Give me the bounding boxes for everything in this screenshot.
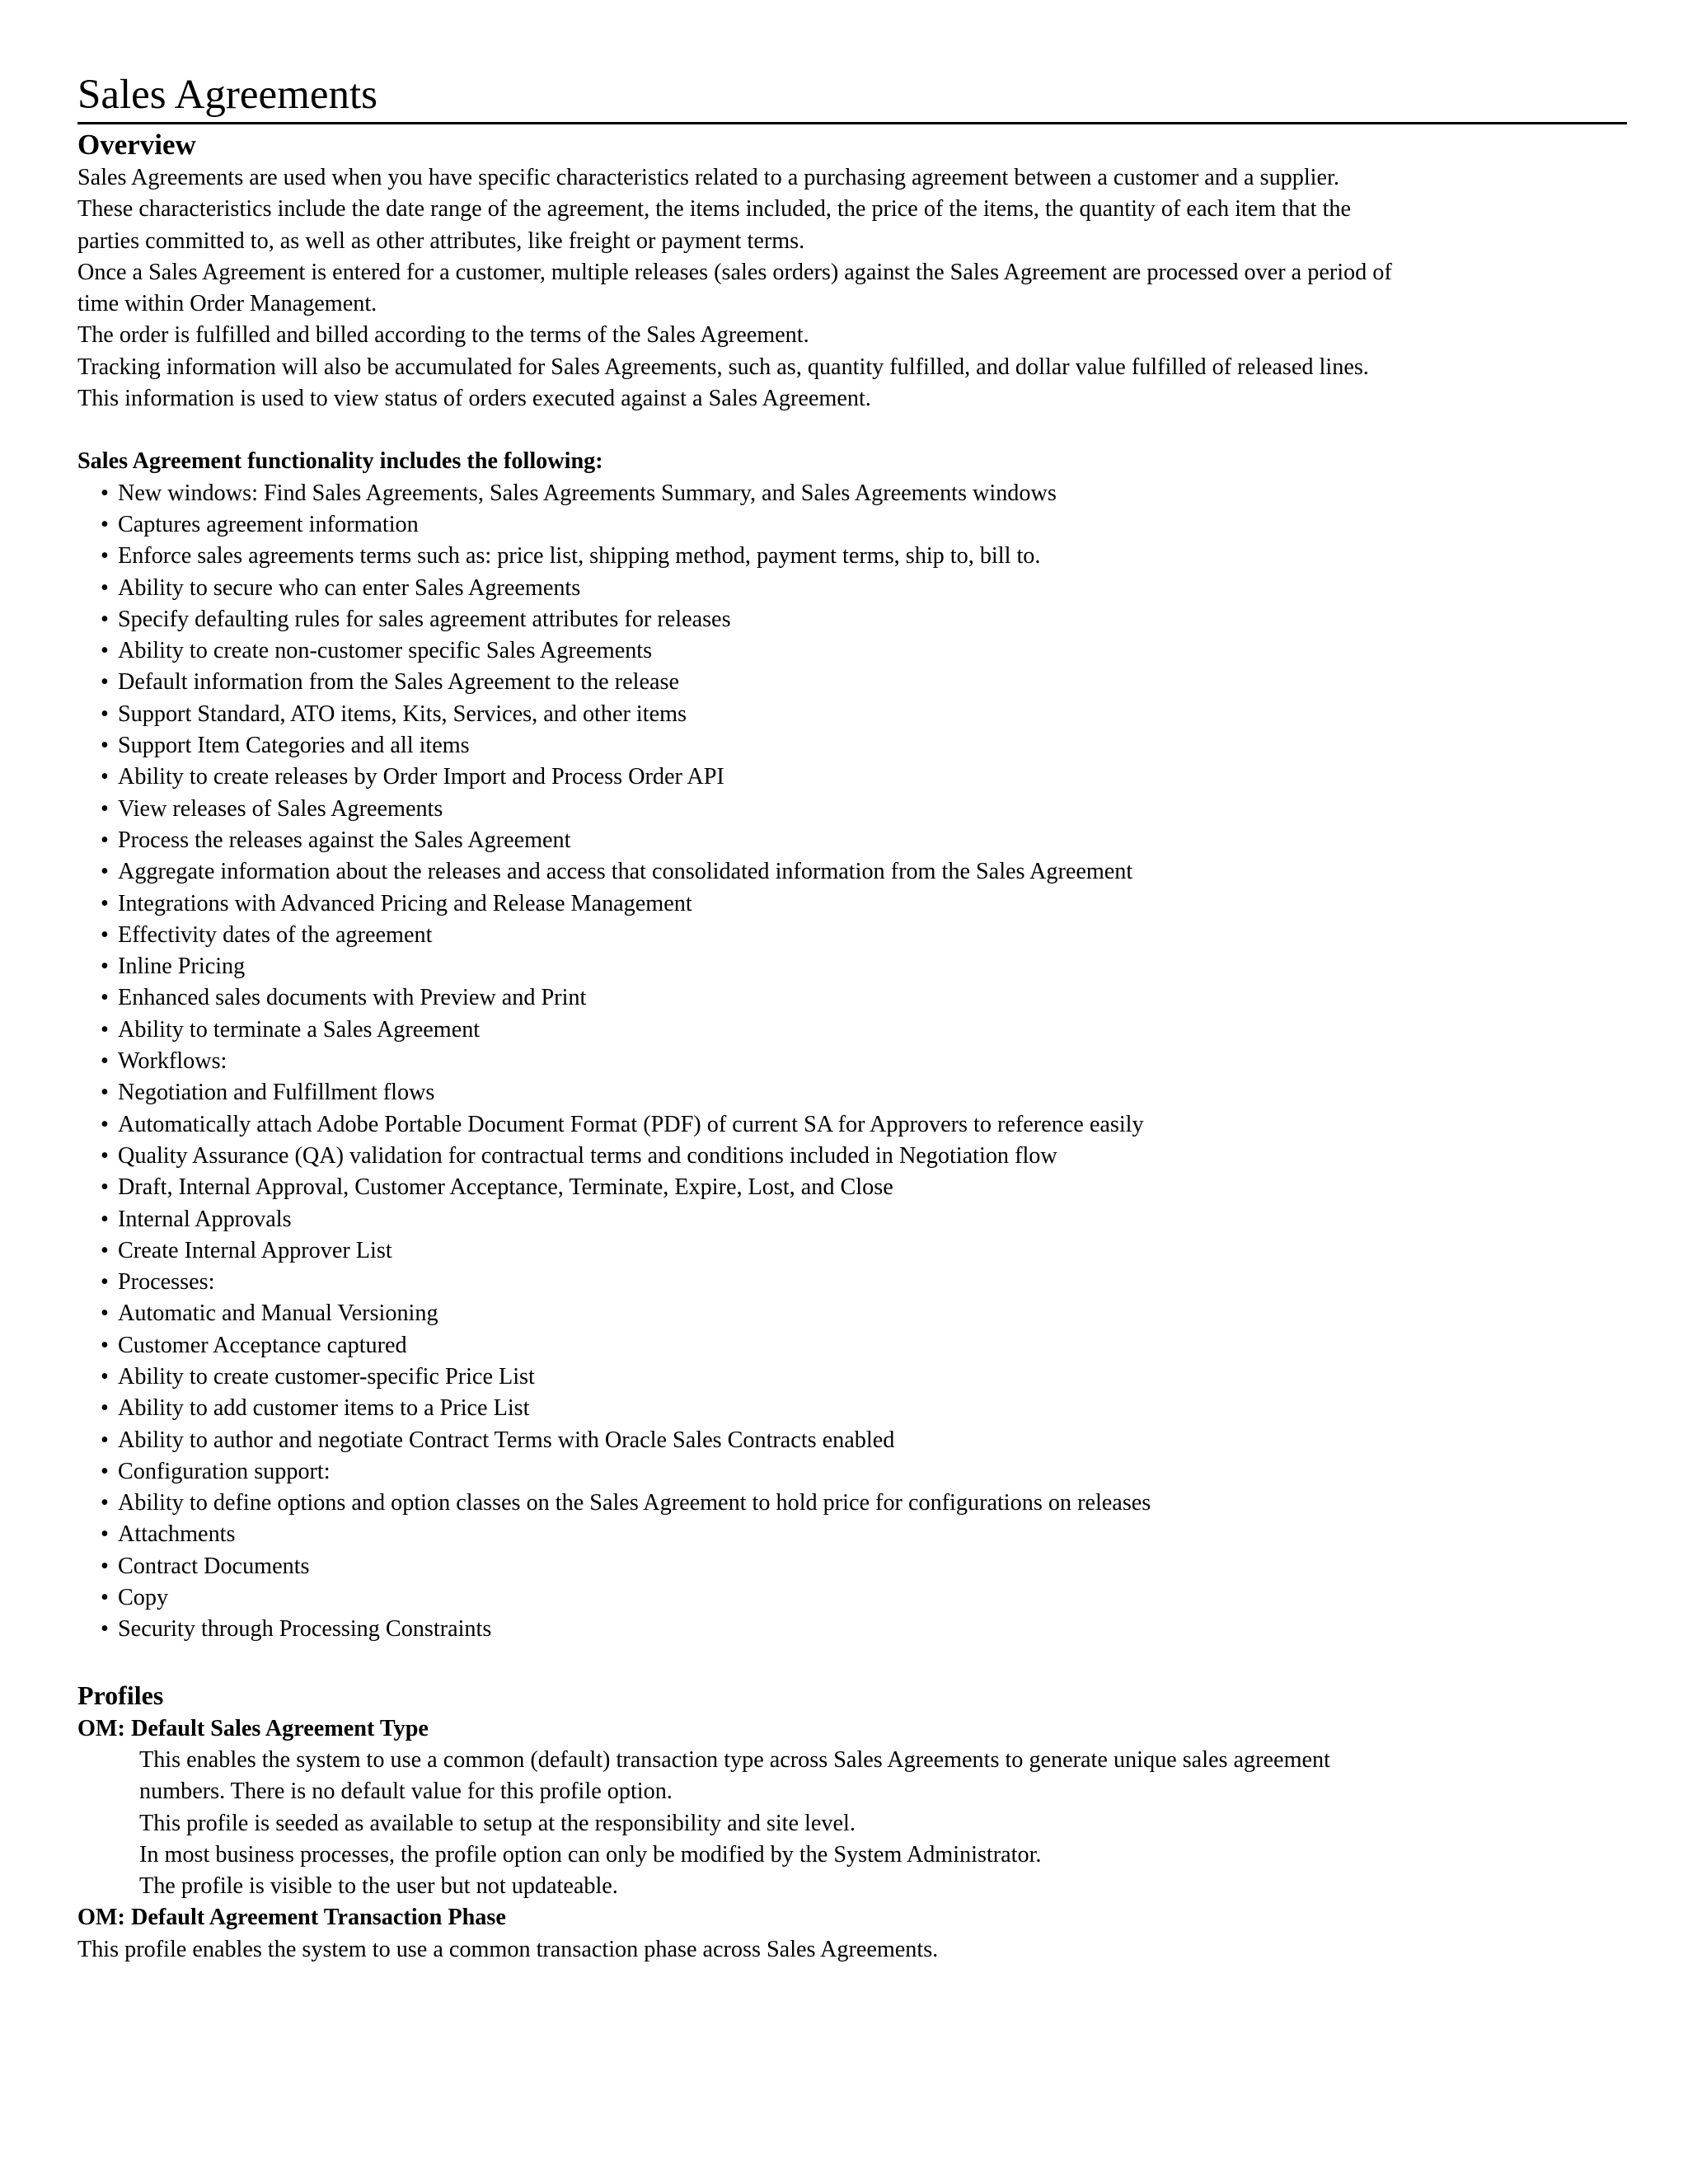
bullet-icon: • (101, 859, 109, 885)
bullet-icon: • (101, 1174, 109, 1201)
list-item (101, 856, 1627, 888)
functionality-heading: Sales Agreement functionality includes the following: (77, 448, 603, 475)
list-item-text: Ability to secure who can enter Sales Agreements (118, 574, 581, 601)
list-item-text: Support Standard, ATO items, Kits, Services, and other items (118, 701, 687, 727)
bullet-icon: • (101, 733, 109, 759)
list-item-text: View releases of Sales Agreements (118, 795, 443, 822)
list-item-text: Ability to author and negotiate Contract Terms with Oracle Sales Contracts enabled (118, 1427, 895, 1453)
overview-line: The order is fulfilled and billed according to the terms of the Sales Agreement. (77, 322, 809, 349)
list-item (101, 762, 1627, 793)
list-item-text: Process the releases against the Sales Agreement (118, 827, 571, 853)
list-item (101, 794, 1627, 825)
document-page (77, 69, 1627, 1966)
list-item-text: Copy (118, 1585, 169, 1611)
list-item-text: Automatically attach Adobe Portable Document Format (PDF) of current SA for Approvers to reference easily (118, 1111, 1144, 1137)
list-item-text: Processes: (118, 1269, 215, 1296)
list-item (101, 541, 1627, 572)
bullet-icon: • (101, 954, 109, 980)
bullet-icon: • (101, 1237, 109, 1263)
list-item-text: Integrations with Advanced Pricing and Release Management (118, 890, 692, 916)
bullet-icon: • (101, 1395, 109, 1422)
bullet-icon: • (101, 1332, 109, 1358)
list-item-text: Automatic and Manual Versioning (118, 1301, 438, 1327)
bullet-icon: • (101, 1427, 109, 1453)
bullet-icon: • (101, 480, 109, 506)
list-item-text: Create Internal Approver List (118, 1237, 392, 1263)
overview-line: These characteristics include the date range of the agreement, the items included, the price of the items, the quantity of each item that the (77, 196, 1351, 223)
profile-line: This profile enables the system to use a common transaction phase across Sales Agreements. (77, 1936, 939, 1962)
list-item (101, 1267, 1627, 1298)
overview-line: Once a Sales Agreement is entered for a customer, multiple releases (sales orders) against the Sales Agreement are processed over a period of (77, 259, 1392, 285)
bullet-icon: • (101, 795, 109, 822)
list-item-text: Quality Assurance (QA) validation for contractual terms and conditions included in Negotiation flow (118, 1142, 1057, 1169)
bullet-icon: • (101, 890, 109, 916)
list-item-text: Aggregate information about the releases and access that consolidated information from the Sales Agreement (118, 859, 1133, 885)
bullet-icon: • (101, 1553, 109, 1579)
list-item (101, 951, 1627, 982)
list-item (101, 825, 1627, 856)
list-item (101, 920, 1627, 951)
profile-name: OM: Default Agreement Transaction Phase (77, 1905, 506, 1931)
list-item-text: Configuration support: (118, 1458, 331, 1484)
section-gap (77, 415, 1627, 446)
list-item (101, 730, 1627, 762)
functionality-list (77, 478, 1627, 1646)
list-item (101, 982, 1627, 1014)
list-item (101, 1172, 1627, 1203)
list-item-text: Captures agreement information (118, 511, 419, 537)
list-item (101, 1141, 1627, 1172)
list-item-text: Workflows: (118, 1048, 227, 1075)
list-item-text: Ability to terminate a Sales Agreement (118, 1016, 481, 1043)
list-item-text: Ability to define options and option classes on the Sales Agreement to hold price for configurations on releases (118, 1490, 1151, 1516)
list-item-text: Effectivity dates of the agreement (118, 921, 433, 948)
list-item-text: Ability to create customer-specific Price List (118, 1363, 535, 1390)
list-item (101, 604, 1627, 635)
list-item-text: Default information from the Sales Agreement to the release (118, 669, 679, 696)
bullet-icon: • (101, 1269, 109, 1296)
list-item (101, 1204, 1627, 1235)
bullet-icon: • (101, 1206, 109, 1232)
list-item (101, 509, 1627, 541)
list-item (101, 1361, 1627, 1393)
list-item (101, 478, 1627, 509)
list-item (101, 1519, 1627, 1550)
list-item-text: Security through Processing Constraints (118, 1616, 492, 1643)
profiles-heading: Profiles (77, 1680, 164, 1710)
profile-line: This enables the system to use a common (default) transaction type across Sales Agreements to generate unique sales agreement (139, 1746, 1330, 1773)
bullet-icon: • (101, 511, 109, 537)
overview-body (77, 162, 1627, 415)
profile-line: numbers. There is no default value for this profile option. (139, 1779, 673, 1805)
bullet-icon: • (101, 985, 109, 1011)
list-item (101, 1109, 1627, 1141)
bullet-icon: • (101, 669, 109, 696)
list-item-text: Internal Approvals (118, 1206, 292, 1232)
overview-line: Tracking information will also be accumulated for Sales Agreements, such as, quantity fulfilled, and dollar value fulfilled of released lines. (77, 354, 1369, 380)
profile-name: OM: Default Sales Agreement Type (77, 1715, 429, 1741)
profile-line: This profile is seeded as available to setup at the responsibility and site level. (139, 1810, 856, 1836)
bullet-icon: • (101, 701, 109, 727)
profile-description (77, 1934, 1627, 1966)
bullet-icon: • (101, 574, 109, 601)
page-title: Sales Agreements (77, 69, 1627, 124)
list-item (101, 1235, 1627, 1267)
bullet-icon: • (101, 1490, 109, 1516)
section-gap (77, 1646, 1627, 1677)
list-item (101, 1425, 1627, 1456)
list-item-text: Draft, Internal Approval, Customer Acceptance, Terminate, Expire, Lost, and Close (118, 1174, 893, 1201)
list-item-text: Support Item Categories and all items (118, 733, 470, 759)
bullet-icon: • (101, 1585, 109, 1611)
bullet-icon: • (101, 1301, 109, 1327)
list-item (101, 1298, 1627, 1329)
list-item-text: Ability to create non-customer specific Sales Agreements (118, 638, 653, 664)
list-item (101, 1330, 1627, 1361)
list-item (101, 1046, 1627, 1077)
bullet-icon: • (101, 1458, 109, 1484)
bullet-icon: • (101, 638, 109, 664)
list-item (101, 1077, 1627, 1108)
list-item-text: Ability to create releases by Order Import and Process Order API (118, 764, 724, 790)
overview-line: Sales Agreements are used when you have specific characteristics related to a purchasing agreement between a customer and a supplier. (77, 165, 1339, 190)
bullet-icon: • (101, 543, 109, 569)
list-item (101, 1015, 1627, 1046)
bullet-icon: • (101, 1080, 109, 1106)
list-item (101, 1551, 1627, 1582)
bullet-icon: • (101, 1016, 109, 1043)
list-item (101, 1393, 1627, 1424)
list-item-text: Attachments (118, 1521, 236, 1548)
list-item-text: Enforce sales agreements terms such as: price list, shipping method, payment terms, ship to, bill to. (118, 543, 1041, 569)
overview-line: parties committed to, as well as other attributes, like freight or payment terms. (77, 227, 805, 254)
bullet-icon: • (101, 1142, 109, 1169)
bullet-icon: • (101, 827, 109, 853)
bullet-icon: • (101, 1048, 109, 1075)
overview-line: This information is used to view status of orders executed against a Sales Agreement. (77, 386, 871, 412)
list-item-text: Contract Documents (118, 1553, 310, 1579)
list-item (101, 635, 1627, 667)
list-item (101, 573, 1627, 604)
list-item-text: Inline Pricing (118, 954, 246, 980)
profile-line: In most business processes, the profile option can only be modified by the System Administrator. (139, 1841, 1042, 1868)
list-item (101, 667, 1627, 698)
bullet-icon: • (101, 606, 109, 632)
list-item-text: Enhanced sales documents with Preview and Print (118, 985, 587, 1011)
overview-line: time within Order Management. (77, 291, 377, 317)
list-item (101, 699, 1627, 730)
profile-description (77, 1745, 1627, 1902)
overview-heading: Overview (77, 129, 196, 161)
bullet-icon: • (101, 1521, 109, 1548)
list-item-text: Ability to add customer items to a Price List (118, 1395, 530, 1422)
list-item (101, 1582, 1627, 1614)
list-item (101, 1488, 1627, 1519)
list-item-text: Negotiation and Fulfillment flows (118, 1080, 435, 1106)
bullet-icon: • (101, 1363, 109, 1390)
list-item (101, 1614, 1627, 1645)
bullet-icon: • (101, 1111, 109, 1137)
bullet-icon: • (101, 921, 109, 948)
bullet-icon: • (101, 764, 109, 790)
list-item (101, 888, 1627, 920)
list-item-text: New windows: Find Sales Agreements, Sales Agreements Summary, and Sales Agreements windows (118, 480, 1057, 506)
list-item-text: Specify defaulting rules for sales agreement attributes for releases (118, 606, 731, 632)
list-item-text: Customer Acceptance captured (118, 1332, 407, 1358)
profile-line: The profile is visible to the user but not updateable. (139, 1873, 618, 1900)
bullet-icon: • (101, 1616, 109, 1643)
list-item (101, 1456, 1627, 1488)
